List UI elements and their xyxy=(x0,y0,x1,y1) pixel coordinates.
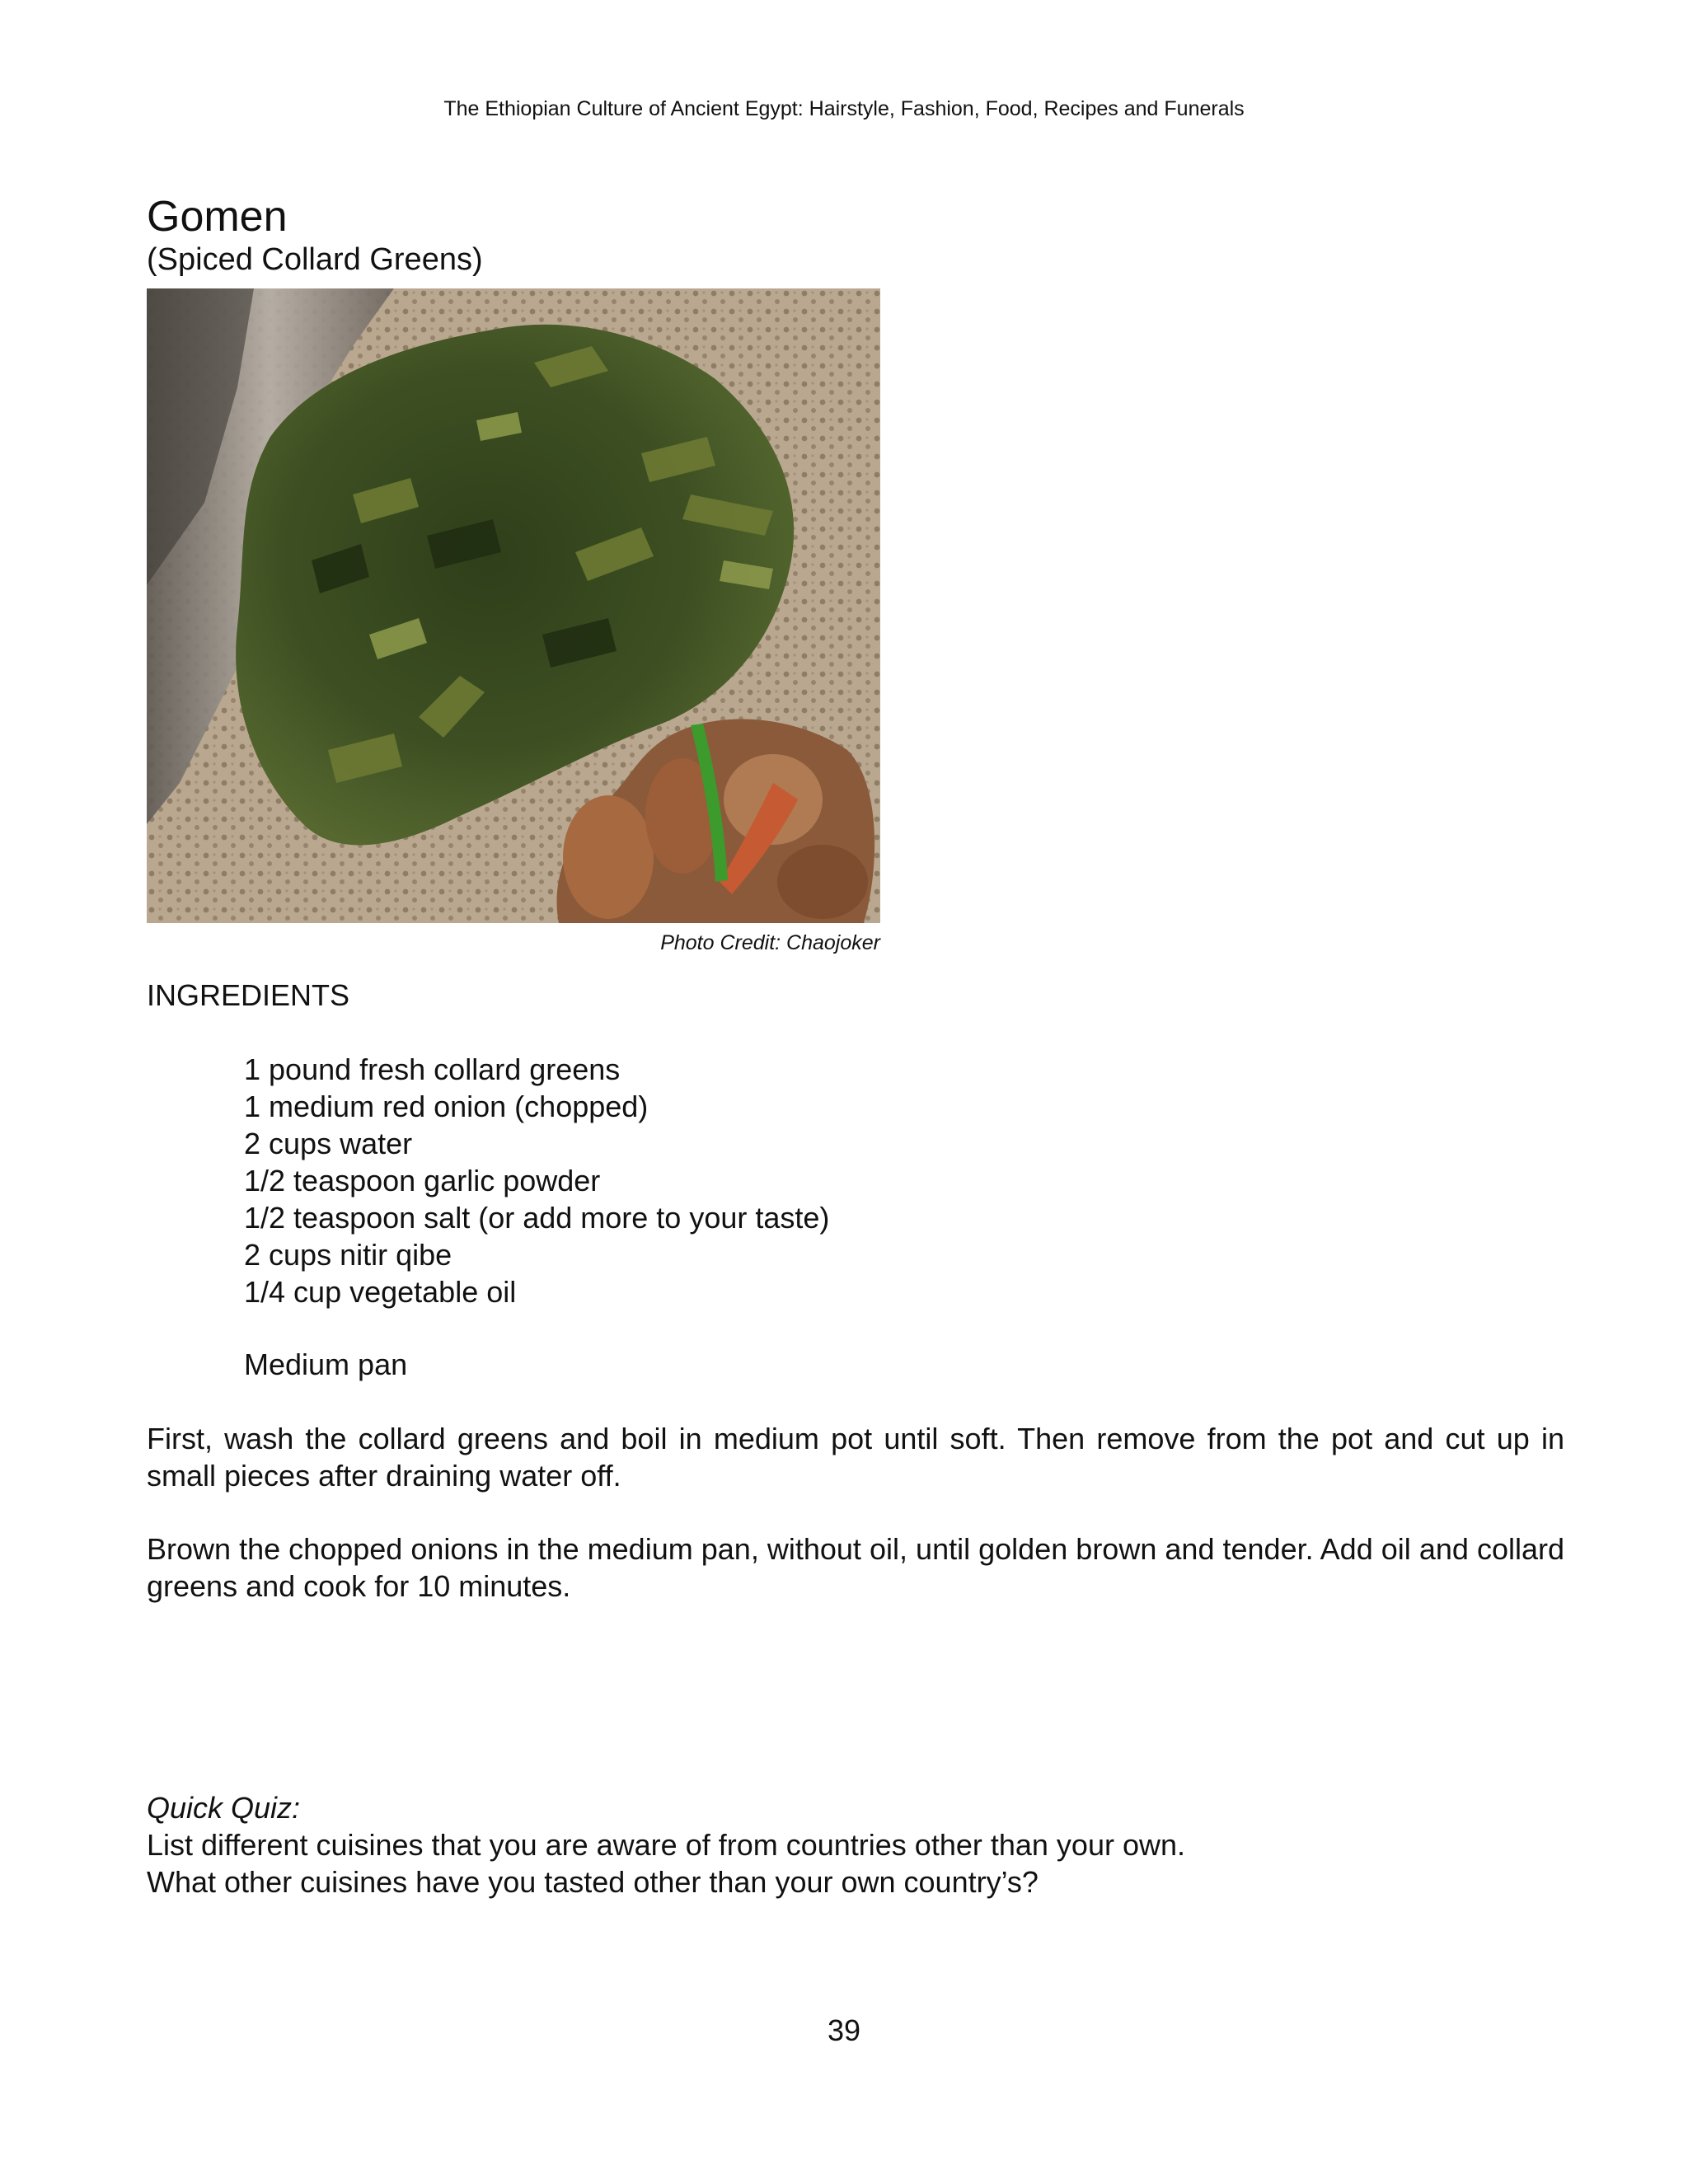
ingredients-list xyxy=(244,1051,829,1310)
quiz-title: Quick Quiz: xyxy=(147,1791,301,1825)
collard-greens-photo-illustration xyxy=(147,288,880,923)
ingredient-item: 1 medium red onion (chopped) xyxy=(244,1090,649,1123)
recipe-photo xyxy=(147,288,880,923)
ingredients-heading: INGREDIENTS xyxy=(147,978,350,1012)
ingredient-item: 2 cups nitir qibe xyxy=(244,1238,452,1272)
recipe-subtitle: (Spiced Collard Greens) xyxy=(147,242,483,277)
ingredient-item: 1/2 teaspoon garlic powder xyxy=(244,1164,601,1197)
page-number: 39 xyxy=(827,2013,861,2047)
photo-credit: Photo Credit: Chaojoker xyxy=(660,931,880,954)
ingredient-item: 1/2 teaspoon salt (or add more to your taste) xyxy=(244,1201,830,1235)
running-header: The Ethiopian Culture of Ancient Egypt: Hairstyle, Fashion, Food, Recipes and Funerals xyxy=(443,97,1245,120)
recipe-title: Gomen xyxy=(147,193,288,241)
quiz-question-1: List different cuisines that you are aware of from countries other than your own. xyxy=(147,1828,1185,1862)
ingredient-item: 1/4 cup vegetable oil xyxy=(244,1275,517,1309)
instruction-step-1: First, wash the collard greens and boil in medium pot until soft. Then remove from the pot and cut up in small pieces after draining water off. xyxy=(147,1422,1564,1493)
equipment-item: Medium pan xyxy=(244,1347,408,1381)
ingredient-item: 1 pound fresh collard greens xyxy=(244,1052,621,1086)
quiz-question-2: What other cuisines have you tasted other than your own country’s? xyxy=(147,1865,1039,1899)
instruction-step-2: Brown the chopped onions in the medium pan, without oil, until golden brown and tender. Add oil and collard greens and cook for 10 minutes. xyxy=(147,1532,1564,1603)
ingredient-item: 2 cups water xyxy=(244,1127,413,1160)
